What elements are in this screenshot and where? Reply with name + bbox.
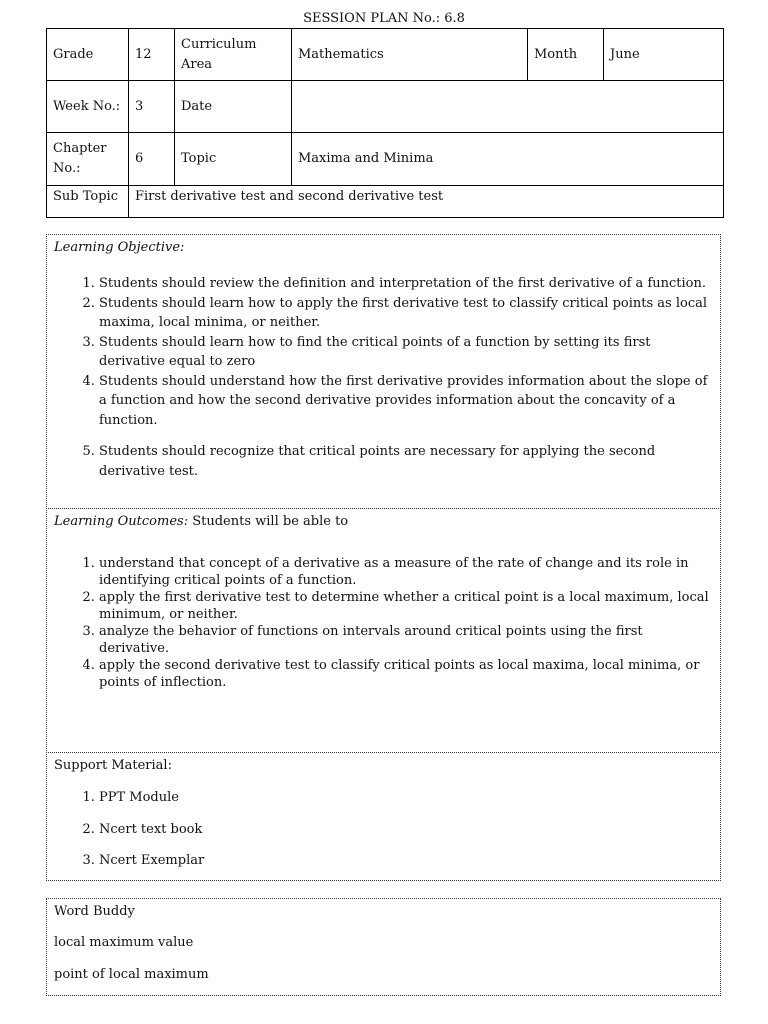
list-item: 3. Ncert Exemplar — [99, 851, 714, 871]
list-item: 2. Students should learn how to apply the first derivative test to classify critical points as local maxima, local minima, or neither. — [99, 294, 714, 333]
learning-objective-list — [47, 274, 720, 481]
list-item: 2. Ncert text book — [99, 820, 714, 840]
subtopic-label: Sub Topic — [47, 186, 129, 218]
list-item: 4. apply the second derivative test to classify critical points as local maxima, local minima, or points of inflection. — [99, 657, 714, 691]
list-item: 1. Students should review the definition and interpretation of the first derivative of a function. — [99, 274, 714, 294]
learning-outcomes-intro: Students will be able to — [188, 514, 349, 529]
week-label: Week No.: — [47, 81, 129, 133]
list-item: 1. PPT Module — [99, 788, 714, 808]
word-buddy-section — [46, 898, 721, 996]
support-material-list — [47, 788, 720, 871]
learning-outcomes-list — [47, 555, 720, 691]
list-item: 2. apply the first derivative test to determine whether a critical point is a local maximum, local minimum, or neither. — [99, 589, 714, 623]
word-buddy-item: point of local maximum — [54, 967, 209, 982]
support-material-section — [46, 752, 721, 881]
date-label: Date — [175, 81, 292, 133]
list-item: 4. Students should understand how the first derivative provides information about the slope of a function and how the second derivative provides information about the concavity of a function. — [99, 372, 714, 431]
month-value: June — [604, 29, 724, 81]
learning-outcomes-heading: Learning Outcomes: — [54, 514, 189, 529]
list-item: 3. analyze the behavior of functions on intervals around critical points using the first derivative. — [99, 623, 714, 657]
word-buddy-item: local maximum value — [54, 935, 194, 950]
grade-label: Grade — [47, 29, 129, 81]
curriculum-value: Mathematics — [292, 29, 528, 81]
learning-outcomes-section — [46, 508, 721, 753]
grade-value: 12 — [129, 29, 175, 81]
week-value: 3 — [129, 81, 175, 133]
curriculum-label: Curriculum Area — [175, 29, 292, 81]
learning-objective-section — [46, 234, 721, 509]
session-info-table — [46, 28, 724, 218]
list-item: 1. understand that concept of a derivative as a measure of the rate of change and its role in identifying critical points of a function. — [99, 555, 714, 589]
learning-objective-heading: Learning Objective: — [54, 240, 185, 255]
session-plan-title: SESSION PLAN No.: 6.8 — [303, 11, 465, 26]
date-value — [292, 81, 724, 133]
topic-value: Maxima and Minima — [292, 133, 724, 186]
chapter-value: 6 — [129, 133, 175, 186]
chapter-label: Chapter No.: — [47, 133, 129, 186]
list-item: 5. Students should recognize that critical points are necessary for applying the second derivative test. — [99, 442, 714, 481]
topic-label: Topic — [175, 133, 292, 186]
subtopic-value: First derivative test and second derivative test — [129, 186, 724, 218]
month-label: Month — [528, 29, 604, 81]
list-item: 3. Students should learn how to find the critical points of a function by setting its first derivative equal to zero — [99, 333, 714, 372]
support-material-heading: Support Material: — [54, 758, 172, 773]
word-buddy-heading: Word Buddy — [54, 904, 135, 919]
